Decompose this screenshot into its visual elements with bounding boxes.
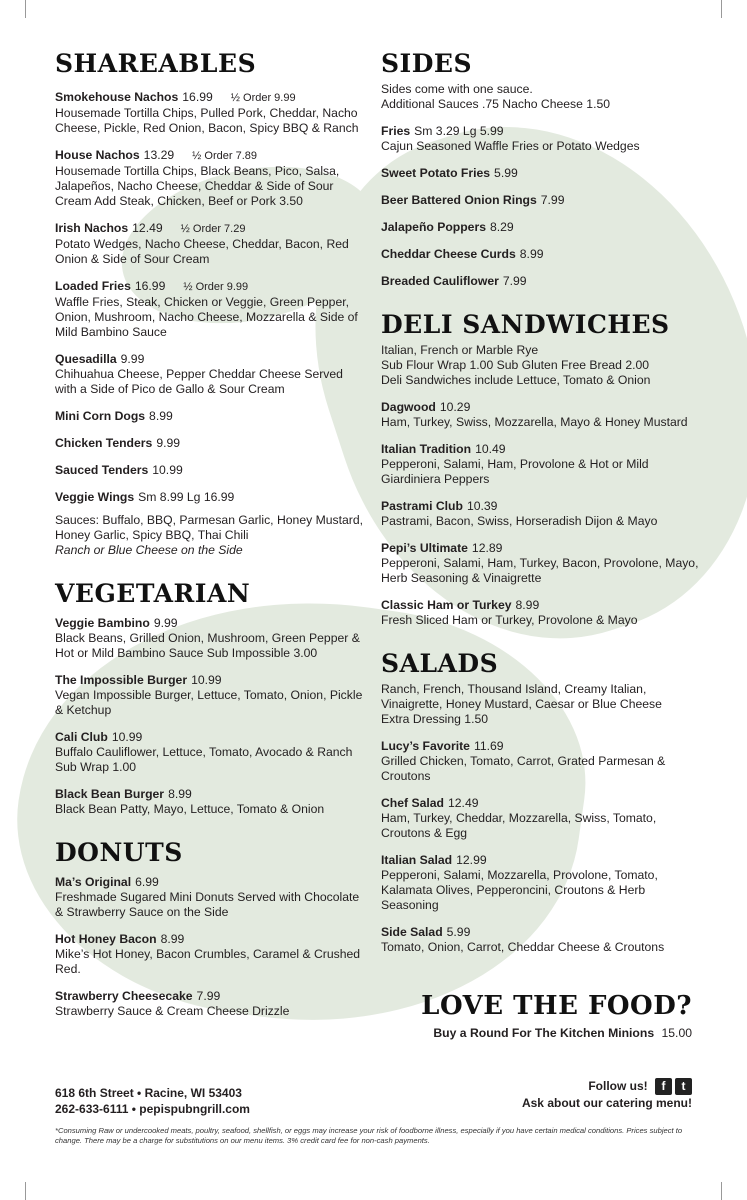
sides-section — [381, 50, 701, 289]
item-price: 9.99 — [120, 352, 145, 366]
item-name: Beer Battered Onion Rings — [381, 193, 537, 207]
item-description: Freshmade Sugared Mini Donuts Served with Chocolate & Strawberry Sauce on the Side — [55, 890, 360, 919]
menu-item — [381, 166, 701, 181]
crop-mark — [721, 0, 722, 18]
item-price: 10.99 — [111, 730, 143, 744]
section-note — [381, 682, 701, 727]
half-order-price: ½ Order 7.89 — [192, 150, 257, 162]
item-description: Housemade Tortilla Chips, Pulled Pork, Cheddar, Nacho Cheese, Pickle, Red Onion, Bacon, Spicy BBQ & Ranch — [55, 106, 359, 135]
item-name: Pepi’s Ultimate — [381, 541, 468, 555]
menu-item — [55, 279, 365, 340]
item-name: Irish Nachos — [55, 221, 129, 235]
item-name: Pastrami Club — [381, 499, 463, 513]
menu-item — [55, 148, 365, 209]
menu-item — [381, 274, 701, 289]
menu-item — [381, 193, 701, 208]
item-name: Italian Tradition — [381, 442, 472, 456]
note-line: Extra Dressing 1.50 — [381, 712, 489, 726]
salads-section — [381, 650, 701, 955]
item-price: 16.99 — [182, 90, 213, 104]
item-description: Ham, Turkey, Cheddar, Mozzarella, Swiss, Tomato, Croutons & Egg — [381, 811, 657, 840]
disclaimer: *Consuming Raw or undercooked meats, poultry, seafood, shellfish, or eggs may increase your risk of foodborne illness, especially if you have certain medical conditions. Prices subject to change. There may be a charge for substitutions on our menu items. 3% credit card fee for non-cash payments. — [55, 1126, 683, 1145]
social-area — [522, 1078, 692, 1111]
item-name: Chef Salad — [381, 796, 444, 810]
item-name: Classic Ham or Turkey — [381, 598, 512, 612]
item-description: Pepperoni, Salami, Ham, Turkey, Bacon, Provolone, Mayo, Herb Seasoning & Vinaigrette — [381, 556, 699, 585]
menu-item — [55, 932, 365, 977]
menu-item — [55, 989, 365, 1019]
section-title: SHAREABLES — [55, 49, 257, 78]
item-name: Black Bean Burger — [55, 787, 165, 801]
menu-item — [381, 124, 701, 154]
item-description: Mike’s Hot Honey, Bacon Crumbles, Caramel & Crushed Red. — [55, 947, 361, 976]
item-price: 8.99 — [515, 598, 540, 612]
menu-item — [381, 442, 701, 487]
item-name: Jalapeño Poppers — [381, 220, 486, 234]
footer — [55, 1079, 692, 1117]
promo-title: LOVE THE FOOD? — [421, 991, 692, 1021]
item-price: 12.49 — [132, 221, 163, 235]
sauces-side-note: Ranch or Blue Cheese on the Side — [55, 543, 243, 557]
section-title: VEGETARIAN — [55, 579, 251, 608]
social-icons — [655, 1078, 692, 1095]
crop-mark — [721, 1182, 722, 1200]
item-price: 8.99 — [149, 409, 173, 423]
menu-item — [381, 499, 701, 529]
menu-item — [55, 787, 365, 817]
menu-item — [55, 875, 365, 920]
item-name: Smokehouse Nachos — [55, 90, 179, 104]
item-price: 9.99 — [153, 616, 178, 630]
menu-item — [381, 541, 701, 586]
item-price: 10.99 — [152, 463, 183, 477]
shareables-section — [55, 50, 365, 558]
item-description: Waffle Fries, Steak, Chicken or Veggie, Green Pepper, Onion, Mushroom, Nacho Cheese, Mozzarella & Side of Mild Bambino Sauce — [55, 295, 358, 339]
item-price: 12.89 — [471, 541, 503, 555]
shareables-list — [55, 90, 365, 505]
item-price: 10.39 — [466, 499, 498, 513]
item-description: Black Bean Patty, Mayo, Lettuce, Tomato & Onion — [55, 802, 325, 816]
item-price: 10.99 — [191, 673, 222, 687]
item-price: 16.99 — [134, 279, 166, 293]
item-name: The Impossible Burger — [55, 673, 188, 687]
promo-text — [421, 1026, 692, 1040]
menu-item — [381, 853, 701, 913]
item-name: Cheddar Cheese Curds — [381, 247, 516, 261]
contact-line[interactable]: 262-633-6111 • pepispubngrill.com — [55, 1102, 250, 1116]
item-name: Cali Club — [55, 730, 108, 744]
note-line: Sub Flour Wrap 1.00 Sub Gluten Free Bread 2.00 — [381, 358, 650, 372]
item-name: Sweet Potato Fries — [381, 166, 491, 180]
item-name: Strawberry Cheesecake — [55, 989, 193, 1003]
donuts-section — [55, 839, 365, 1019]
item-price: 5.99 — [446, 925, 471, 939]
item-price: 7.99 — [502, 274, 527, 288]
item-name: Mini Corn Dogs — [55, 409, 146, 423]
menu-item — [55, 463, 365, 478]
menu-item — [381, 796, 701, 841]
menu-item — [381, 925, 701, 955]
item-name: Lucy’s Favorite — [381, 739, 470, 753]
item-price: 10.29 — [439, 400, 471, 414]
menu-item — [381, 598, 701, 628]
love-the-food-promo — [421, 992, 692, 1040]
deli-sandwiches-section — [381, 311, 701, 628]
section-title: SIDES — [381, 49, 473, 78]
catering-text: Ask about our catering menu! — [521, 1096, 692, 1111]
sides-list — [381, 124, 701, 289]
item-description: Ham, Turkey, Swiss, Mozzarella, Mayo & Honey Mustard — [381, 415, 688, 429]
item-price: 12.99 — [456, 853, 487, 867]
item-name: Veggie Wings — [55, 490, 135, 504]
item-price: 7.99 — [540, 193, 565, 207]
item-name: Quesadilla — [55, 352, 117, 366]
note-line: Deli Sandwiches include Lettuce, Tomato & Onion — [381, 373, 651, 387]
section-title: DELI SANDWICHES — [381, 310, 670, 339]
menu-item — [381, 400, 701, 430]
menu-item — [381, 739, 701, 784]
item-price: 6.99 — [135, 875, 159, 889]
left-column — [55, 50, 365, 1019]
item-price: 8.99 — [168, 787, 192, 801]
twitter-icon[interactable]: t — [675, 1078, 692, 1095]
item-description: Tomato, Onion, Carrot, Cheddar Cheese & Croutons — [381, 940, 665, 954]
item-name: Chicken Tenders — [55, 436, 153, 450]
deli-list — [381, 400, 701, 628]
item-description: Strawberry Sauce & Cream Cheese Drizzle — [55, 1004, 290, 1018]
note-line: Additional Sauces .75 Nacho Cheese 1.50 — [381, 97, 611, 111]
item-name: Ma’s Original — [55, 875, 132, 889]
menu-item — [55, 730, 365, 775]
item-name: Dagwood — [381, 400, 436, 414]
menu-item — [55, 221, 365, 267]
item-name: Hot Honey Bacon — [55, 932, 157, 946]
item-price: 8.29 — [489, 220, 514, 234]
item-name: Side Salad — [381, 925, 443, 939]
sauces-text: Sauces: Buffalo, BBQ, Parmesan Garlic, Honey Mustard, Honey Garlic, Spicy BBQ, Thai Chili — [55, 513, 363, 542]
note-line: Italian, French or Marble Rye — [381, 343, 539, 357]
section-note — [381, 82, 701, 112]
menu-item — [55, 352, 365, 397]
item-price: 8.99 — [160, 932, 185, 946]
item-description: Pepperoni, Salami, Mozzarella, Provolone, Tomato, Kalamata Olives, Pepperoncini, Croutons & Herb Seasoning — [381, 868, 658, 912]
item-name: Breaded Cauliflower — [381, 274, 499, 288]
item-description: Housemade Tortilla Chips, Black Beans, Pico, Salsa, Jalapeños, Nacho Cheese, Cheddar & Side of Sour Cream Add Steak, Chicken, Beef or Pork 3.50 — [55, 164, 340, 208]
item-price: 7.99 — [196, 989, 221, 1003]
promo-price: 15.00 — [661, 1026, 692, 1040]
donuts-list — [55, 875, 365, 1019]
half-order-price: ½ Order 9.99 — [183, 281, 249, 293]
item-description: Grilled Chicken, Tomato, Carrot, Grated Parmesan & Croutons — [381, 754, 666, 783]
item-price: 13.29 — [143, 148, 175, 162]
item-name: Fries — [381, 124, 411, 138]
menu-item — [55, 616, 365, 661]
menu-item — [55, 90, 365, 136]
item-price: 12.49 — [448, 796, 479, 810]
address: 618 6th Street • Racine, WI 53403 — [55, 1086, 242, 1100]
item-description: Black Beans, Grilled Onion, Mushroom, Green Pepper & Hot or Mild Bambino Sauce Sub Impossible 3.00 — [55, 631, 360, 660]
crop-mark — [25, 1182, 26, 1200]
item-description: Fresh Sliced Ham or Turkey, Provolone & Mayo — [381, 613, 638, 627]
promo-label: Buy a Round For The Kitchen Minions — [433, 1026, 655, 1040]
item-name: Sauced Tenders — [55, 463, 149, 477]
half-order-price: ½ Order 9.99 — [230, 92, 296, 104]
item-description: Potato Wedges, Nacho Cheese, Cheddar, Bacon, Red Onion & Side of Sour Cream — [55, 237, 349, 266]
facebook-icon[interactable]: f — [655, 1078, 672, 1095]
item-price: 10.49 — [475, 442, 506, 456]
item-price: 11.69 — [473, 739, 504, 753]
item-price: 5.99 — [494, 166, 518, 180]
item-price: Sm 8.99 Lg 16.99 — [138, 490, 235, 504]
vegetarian-list — [55, 616, 365, 817]
item-price: 9.99 — [156, 436, 181, 450]
salads-list — [381, 739, 701, 955]
item-description: Pastrami, Bacon, Swiss, Horseradish Dijon & Mayo — [381, 514, 658, 528]
item-price: 8.99 — [519, 247, 544, 261]
follow-text: Follow us! — [588, 1079, 648, 1093]
item-description: Chihuahua Cheese, Pepper Cheddar Cheese Served with a Side of Pico de Gallo & Sour Cream — [55, 367, 343, 396]
crop-mark — [25, 0, 26, 18]
item-description: Vegan Impossible Burger, Lettuce, Tomato, Onion, Pickle & Ketchup — [55, 688, 363, 717]
half-order-price: ½ Order 7.29 — [180, 223, 246, 235]
item-name: House Nachos — [55, 148, 140, 162]
item-description: Cajun Seasoned Waffle Fries or Potato Wedges — [381, 139, 640, 153]
right-column — [381, 50, 701, 955]
item-name: Veggie Bambino — [55, 616, 150, 630]
item-price: Sm 3.29 Lg 5.99 — [414, 124, 504, 138]
note-line: Sides come with one sauce. — [381, 82, 533, 96]
item-name: Loaded Fries — [55, 279, 131, 293]
menu-item — [381, 247, 701, 262]
menu-item — [55, 490, 365, 505]
item-name: Italian Salad — [381, 853, 453, 867]
menu-item — [55, 409, 365, 424]
item-description: Buffalo Cauliflower, Lettuce, Tomato, Avocado & Ranch Sub Wrap 1.00 — [55, 745, 353, 774]
note-line: Ranch, French, Thousand Island, Creamy Italian, Vinaigrette, Honey Mustard, Caesar or Blue Cheese — [381, 682, 662, 711]
sauces-note — [55, 513, 365, 558]
section-note — [381, 343, 701, 388]
section-title: SALADS — [381, 649, 499, 678]
menu-item — [55, 436, 365, 451]
section-title: DONUTS — [55, 838, 183, 867]
item-description: Pepperoni, Salami, Ham, Provolone & Hot or Mild Giardiniera Peppers — [381, 457, 649, 486]
vegetarian-section — [55, 580, 365, 817]
menu-item — [381, 220, 701, 235]
menu-item — [55, 673, 365, 718]
